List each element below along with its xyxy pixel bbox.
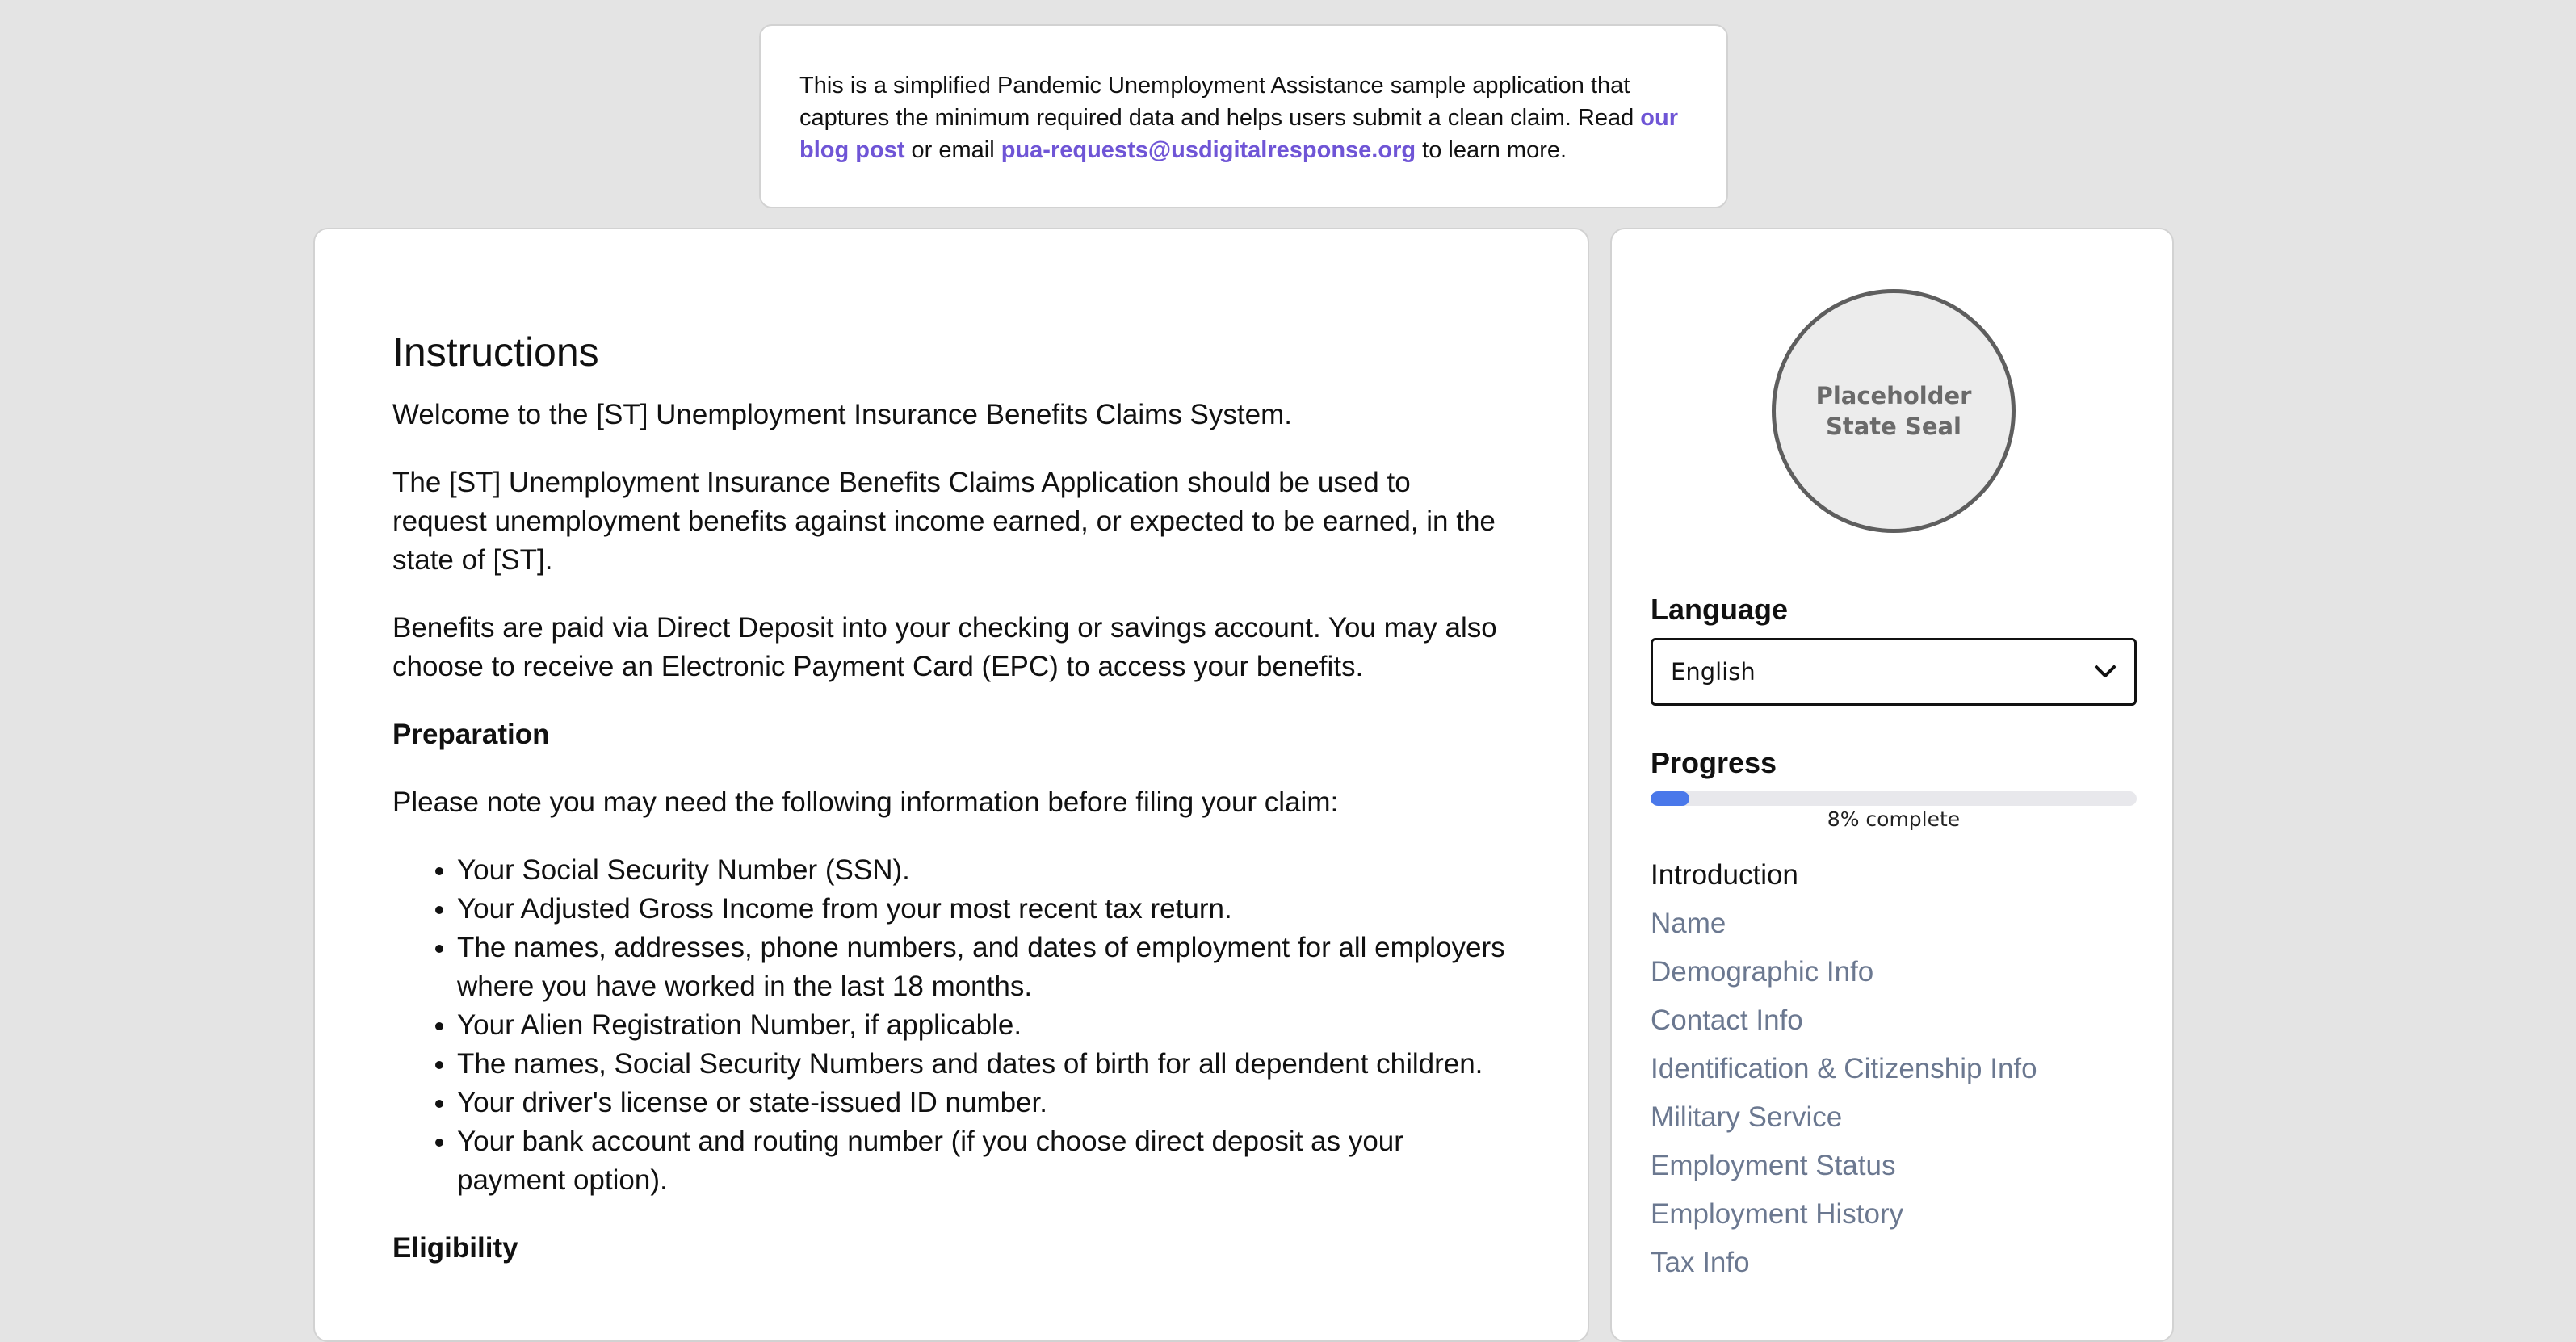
purpose-text: The [ST] Unemployment Insurance Benefits Claims Application should be used to request unemployment benefits against income earned, or expected to be earned, in the state of [ST]. [392,467,1496,576]
step-contact-info[interactable]: Contact Info [1651,1004,1803,1036]
step-demographic-info[interactable]: Demographic Info [1651,956,1874,988]
progress-label: Progress [1651,746,1777,779]
step-introduction[interactable]: Introduction [1651,859,1798,891]
preparation-heading: Preparation [392,719,550,750]
welcome-text: Welcome to the [ST] Unemployment Insurance Benefits Claims System. [392,399,1292,430]
step-employment-status[interactable]: Employment Status [1651,1150,1896,1181]
eligibility-heading: Eligibility [392,1232,518,1264]
chevron-down-icon [2094,665,2117,679]
sidebar-card [1610,228,2174,1342]
step-identification-citizenship[interactable]: Identification & Citizenship Info [1651,1053,2037,1084]
requirements-list [392,851,1510,1200]
banner-text-1: This is a simplified Pandemic Unemployment Assistance sample application that captures the minimum required data and helps users submit a clean claim. Read [799,73,1641,131]
progress-bar-fill [1651,791,1689,806]
step-tax-info[interactable]: Tax Info [1651,1247,1750,1278]
info-banner [759,24,1728,208]
language-label: Language [1651,593,1789,626]
step-military-service[interactable]: Military Service [1651,1101,1843,1133]
step-name[interactable]: Name [1651,908,1726,939]
seal-text: Placeholder State Seal [1815,382,1972,440]
email-link[interactable]: pua-requests@usdigitalresponse.org [1001,137,1416,163]
banner-text-2: or email [904,137,1001,163]
blog-post-link[interactable]: our blog post [799,105,1679,163]
page-title: Instructions [392,329,599,375]
list-item: • The names, addresses, phone numbers, and dates of employment for all employers where you have worked in the last 18 months. [457,929,1510,1006]
language-select[interactable] [1651,638,2137,706]
step-employment-history[interactable]: Employment History [1651,1198,1904,1230]
list-item: • Your Alien Registration Number, if applicable. [457,1006,1510,1045]
list-item: • The names, Social Security Numbers and dates of birth for all dependent children. [457,1045,1510,1084]
list-item: • Your Social Security Number (SSN). [457,851,1510,890]
progress-text: 8% complete [1827,807,1961,831]
list-item: • Your bank account and routing number (if you choose direct deposit as your payment option). [457,1122,1510,1200]
list-item: • Your driver's license or state-issued ID number. [457,1084,1510,1122]
banner-text-3: to learn more. [1416,137,1567,163]
language-value: English [1671,658,1756,686]
steps-nav [1651,851,2037,1287]
progress-bar [1651,791,2137,806]
preparation-intro: Please note you may need the following information before filing your claim: [392,786,1339,818]
instructions-card [313,228,1589,1342]
state-seal [1772,289,2016,533]
list-item: • Your Adjusted Gross Income from your most recent tax return. [457,890,1510,929]
payment-text: Benefits are paid via Direct Deposit into your checking or savings account. You may also choose to receive an Electronic Payment Card (EPC) to access your benefits. [392,612,1497,682]
